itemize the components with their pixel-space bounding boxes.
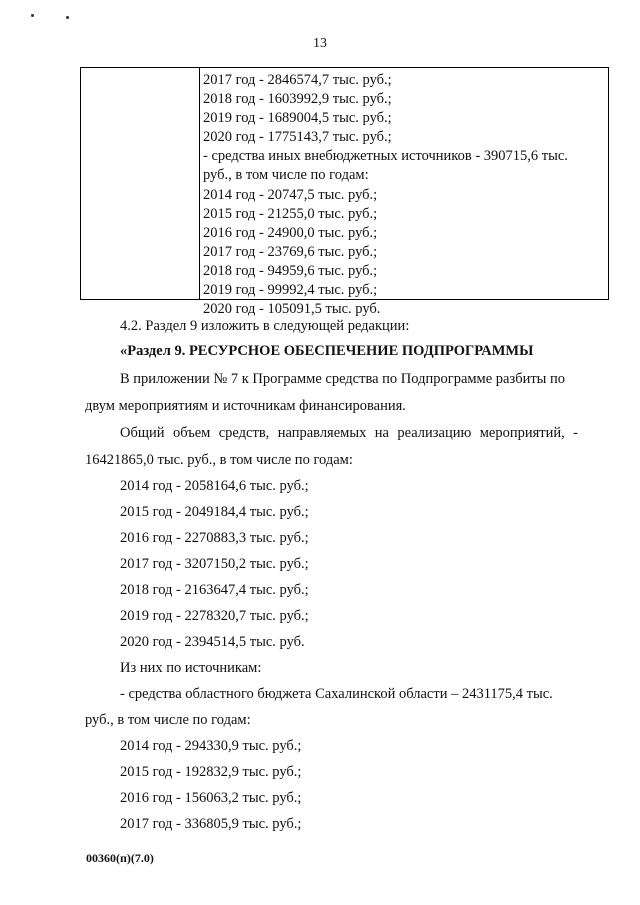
table-line: 2017 год - 23769,6 тыс. руб.;: [203, 243, 378, 260]
sources-intro: Из них по источникам:: [120, 660, 262, 676]
funding-table: [80, 67, 609, 318]
year-total-line: 2019 год - 2278320,7 тыс. руб.;: [120, 608, 309, 624]
regional-budget-line: руб., в том числе по годам:: [85, 712, 251, 728]
scan-mark: [66, 16, 69, 19]
page-number: 13: [313, 36, 327, 51]
year-total-line: 2015 год - 2049184,4 тыс. руб.;: [120, 504, 309, 520]
table-cell: [203, 71, 602, 319]
table-line: 2018 год - 1603992,9 тыс. руб.;: [203, 91, 392, 108]
table-line: 2018 год - 94959,6 тыс. руб.;: [203, 262, 378, 279]
year-total-line: 2018 год - 2163647,4 тыс. руб.;: [120, 582, 309, 598]
scan-mark: [31, 14, 34, 17]
table-line: 2020 год - 105091,5 тыс. руб.: [203, 301, 381, 318]
word: средств,: [218, 425, 270, 441]
word: -: [573, 425, 578, 441]
table-line: 2014 год - 20747,5 тыс. руб.;: [203, 186, 378, 203]
word: на: [374, 425, 389, 441]
paragraph-line: В приложении № 7 к Программе средства по Подпрограмме разбиты по: [120, 371, 566, 387]
word: мероприятий,: [479, 425, 565, 441]
instruction-line: 4.2. Раздел 9 изложить в следующей редакции:: [120, 318, 410, 334]
year-total-line: 2016 год - 2270883,3 тыс. руб.;: [120, 530, 309, 546]
table-line: 2017 год - 2846574,7 тыс. руб.;: [203, 72, 392, 88]
table-line: - средства иных внебюджетных источников - 390715,6 тыс.: [203, 148, 568, 165]
table-line: 2019 год - 99992,4 тыс. руб.;: [203, 282, 378, 299]
table-line: 2020 год - 1775143,7 тыс. руб.;: [203, 129, 392, 146]
paragraph-line: 16421865,0 тыс. руб., в том числе по годам:: [85, 452, 353, 468]
year-total-line: 2020 год - 2394514,5 тыс. руб.: [120, 634, 305, 650]
table-line: 2015 год - 21255,0 тыс. руб.;: [203, 205, 378, 222]
table-column-divider: [199, 68, 200, 299]
section-heading: «Раздел 9. РЕСУРСНОЕ ОБЕСПЕЧЕНИЕ ПОДПРОГРАММЫ: [120, 343, 534, 359]
regional-budget-line: - средства областного бюджета Сахалинской области – 2431175,4 тыс.: [120, 686, 553, 702]
word: реализацию: [397, 425, 472, 441]
document-code: 00360(п)(7.0): [86, 851, 154, 865]
table-line: 2016 год - 24900,0 тыс. руб.;: [203, 224, 378, 241]
word: объем: [172, 425, 211, 441]
word: направляемых: [277, 425, 367, 441]
regional-year-line: 2016 год - 156063,2 тыс. руб.;: [120, 790, 302, 806]
paragraph-line: двум мероприятиям и источникам финансирования.: [85, 398, 406, 414]
regional-year-line: 2015 год - 192832,9 тыс. руб.;: [120, 764, 302, 780]
regional-year-line: 2017 год - 336805,9 тыс. руб.;: [120, 816, 302, 832]
table-line: 2019 год - 1689004,5 тыс. руб.;: [203, 110, 392, 127]
paragraph-line-justified: [120, 425, 578, 442]
regional-year-line: 2014 год - 294330,9 тыс. руб.;: [120, 738, 302, 754]
table-line: руб., в том числе по годам:: [203, 167, 369, 184]
year-total-line: 2017 год - 3207150,2 тыс. руб.;: [120, 556, 309, 572]
word: Общий: [120, 425, 165, 441]
year-total-line: 2014 год - 2058164,6 тыс. руб.;: [120, 478, 309, 494]
